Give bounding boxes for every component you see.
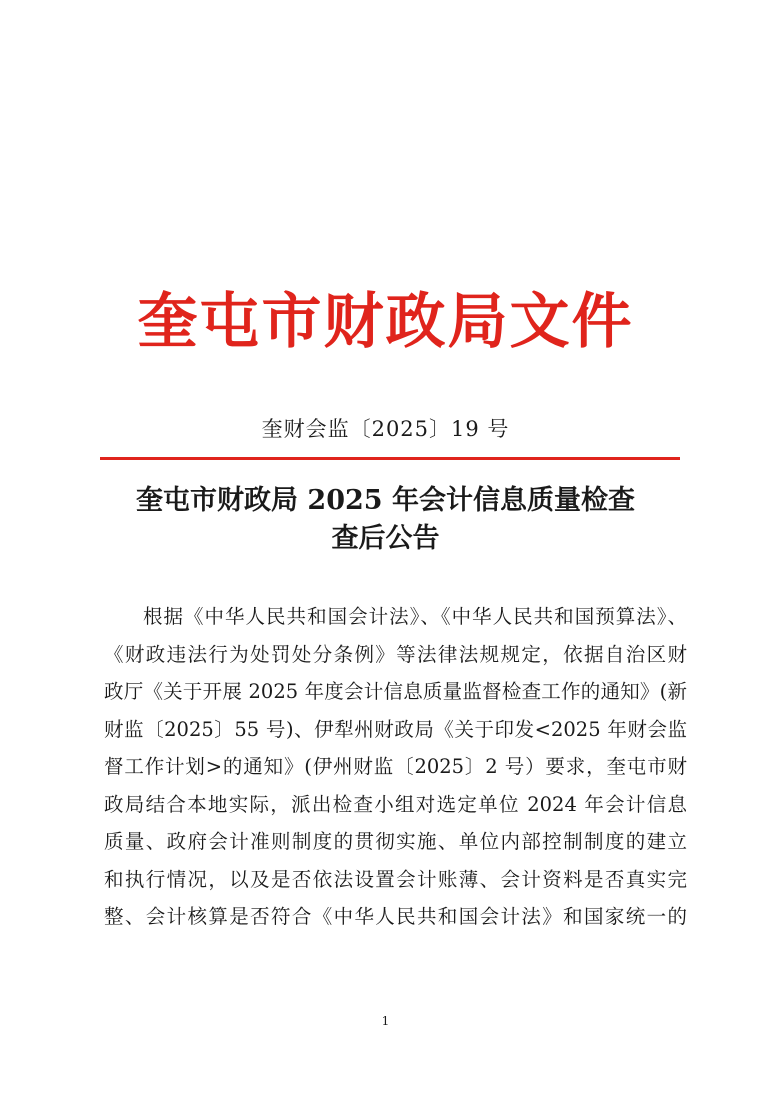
title-line-1: 奎屯市财政局 2025 年会计信息质量检查 xyxy=(136,485,635,516)
body-line: 质量、政府会计准则制度的贯彻实施、单位内部控制制度的建立 xyxy=(104,830,687,853)
body-line: 《财政违法行为处罚处分条例》等法律法规规定，依据自治区财 xyxy=(104,642,687,666)
body-line: 整、会计核算是否符合《中华人民共和国会计法》和国家统一的 xyxy=(104,905,687,928)
body-line: 政厅《关于开展 2025 年度会计信息质量监督检查工作的通知》(新 xyxy=(104,680,687,703)
body-line: 督工作计划>的通知》(伊州财监〔2025〕2 号）要求，奎屯市财 xyxy=(104,755,687,778)
title-line-2: 查后公告 xyxy=(331,523,440,554)
body-paragraph xyxy=(104,598,687,936)
red-separator-line xyxy=(100,457,680,460)
document-masthead: 奎屯市财政局文件 xyxy=(137,287,634,357)
document-number: 奎财会监〔2025〕19 号 xyxy=(261,417,510,441)
body-line: 财监〔2025〕55 号)、伊犁州财政局《关于印发<2025 年财会监 xyxy=(104,717,687,741)
page-number: 1 xyxy=(381,1014,390,1028)
body-line: 政局结合本地实际，派出检查小组对选定单位 2024 年会计信息 xyxy=(104,792,687,816)
body-line: 和执行情况，以及是否依法设置会计账薄、会计资料是否真实完 xyxy=(104,867,687,891)
body-line: 根据《中华人民共和国会计法》、《中华人民共和国预算法》、 xyxy=(143,605,687,628)
document-title xyxy=(0,482,771,558)
